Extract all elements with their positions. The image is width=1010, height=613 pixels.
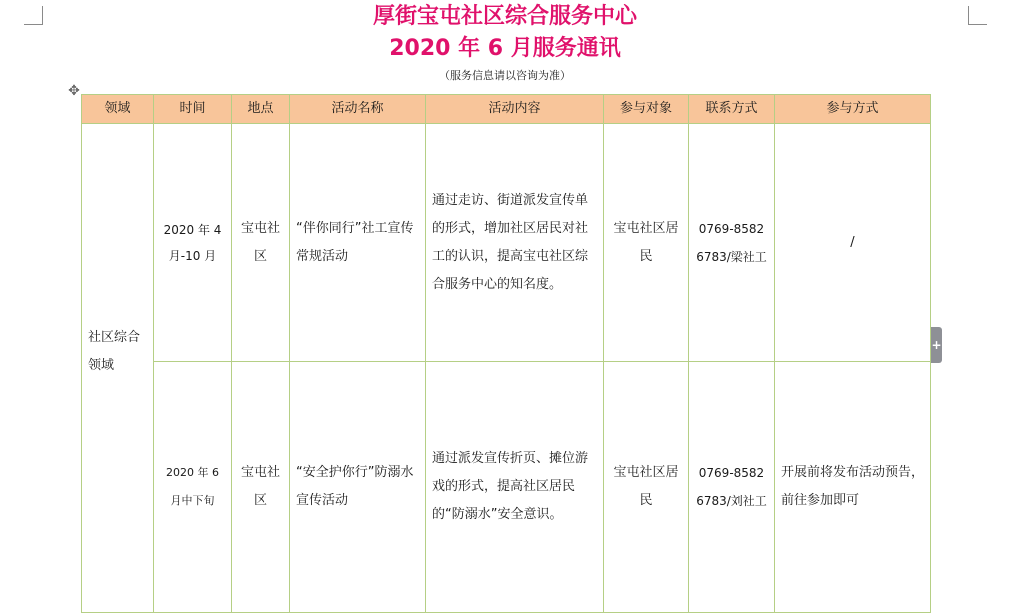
domain-cell	[82, 124, 154, 613]
activity-content-cell: 通过走访、街道派发宣传单的形式，增加社区居民对社工的认识，提高宝屯社区综合服务中心的知名度。	[426, 124, 604, 362]
target-cell: 宝屯社区居民	[604, 124, 689, 362]
table-move-handle-icon[interactable]: ✥	[68, 83, 80, 99]
method-cell: 开展前将发布活动预告，前往参加即可	[775, 362, 931, 613]
header-cell-time: 时间	[154, 95, 232, 124]
document-subtitle: 2020 年 6 月服务通讯	[389, 36, 621, 61]
time-cell: 2020 年 6 月中下旬	[154, 362, 232, 613]
contact-cell: 0769-85826783/梁社工	[689, 124, 775, 362]
table-header-row	[82, 95, 931, 124]
method-cell: /	[775, 124, 931, 362]
place-cell: 宝屯社区	[232, 124, 290, 362]
contact-cell: 0769-85826783/刘社工	[689, 362, 775, 613]
place-cell: 宝屯社区	[232, 362, 290, 613]
service-schedule-table	[81, 94, 931, 613]
domain-text: 社区综合领域	[88, 330, 141, 373]
header-cell-activity-name: 活动名称	[290, 95, 426, 124]
header-cell-target: 参与对象	[604, 95, 689, 124]
document-title: 厚街宝屯社区综合服务中心	[372, 4, 637, 29]
activity-name-cell: “伴你同行”社工宣传常规活动	[290, 124, 426, 362]
header-cell-place: 地点	[232, 95, 290, 124]
activity-content-cell: 通过派发宣传折页、摊位游戏的形式，提高社区居民的“防溺水”安全意识。	[426, 362, 604, 613]
activity-name-cell: “安全护你行”防溺水宣传活动	[290, 362, 426, 613]
header-cell-domain: 领域	[82, 95, 154, 124]
header-cell-activity-content: 活动内容	[426, 95, 604, 124]
service-note: （服务信息请以咨询为准）	[439, 69, 571, 82]
time-cell: 2020 年 4 月-10 月	[154, 124, 232, 362]
table-row	[82, 124, 931, 362]
target-cell: 宝屯社区居民	[604, 362, 689, 613]
table-row	[82, 362, 931, 613]
header-cell-contact: 联系方式	[689, 95, 775, 124]
header-cell-method: 参与方式	[775, 95, 931, 124]
add-row-tab-icon[interactable]: +	[931, 327, 942, 363]
